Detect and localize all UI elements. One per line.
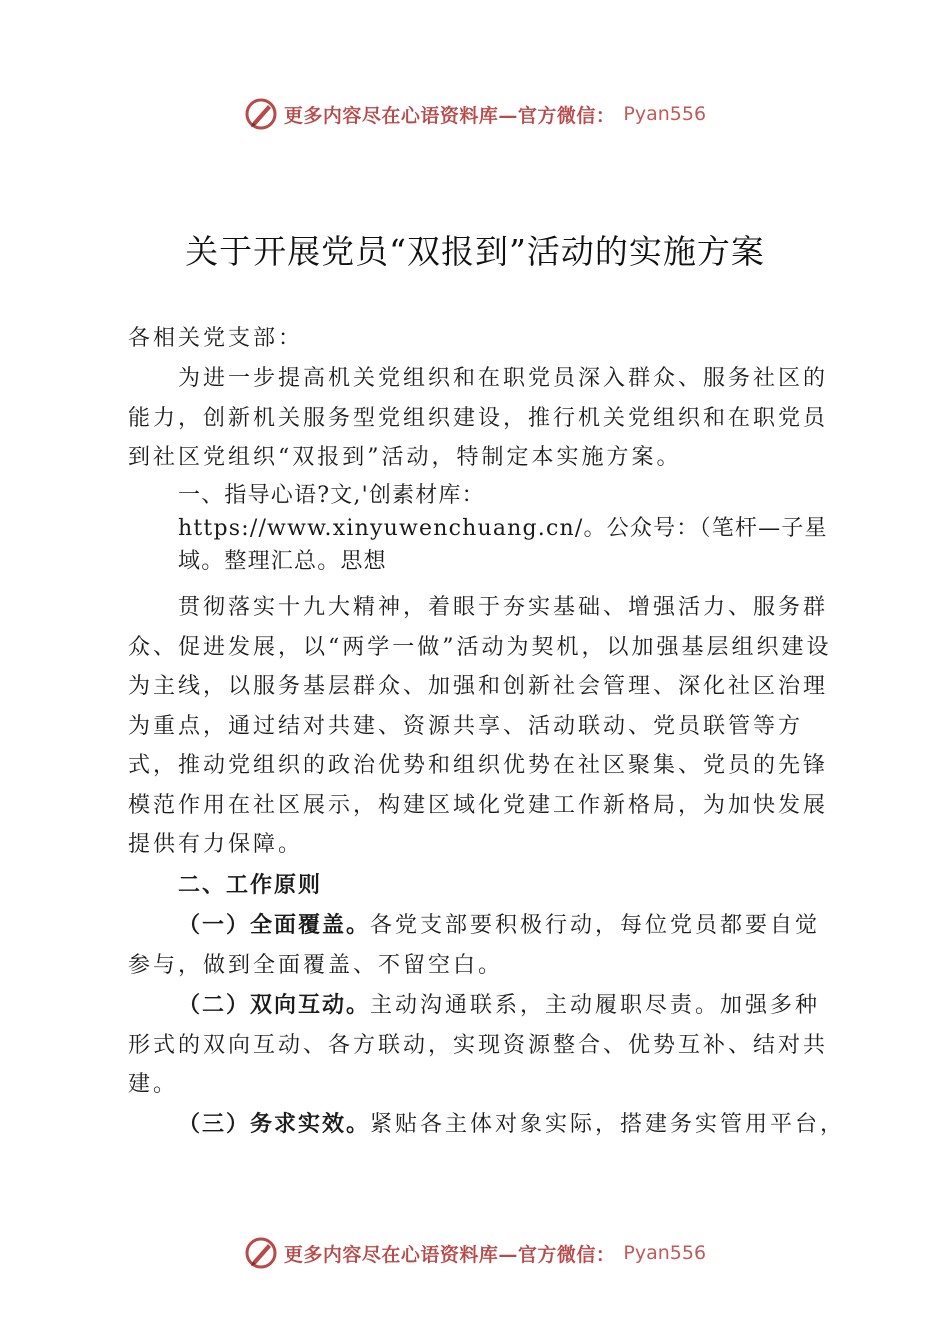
principle-lead: （三）务求实效。 bbox=[178, 1112, 371, 1137]
watermark-wechat-id: Pyan556 bbox=[623, 103, 707, 125]
pen-logo-icon bbox=[244, 1236, 278, 1270]
watermark-wechat-id: Pyan556 bbox=[623, 1242, 707, 1264]
principle-item bbox=[128, 986, 834, 1105]
document-title: 关于开展党员“双报到”活动的实施方案 bbox=[185, 232, 765, 271]
principle-item bbox=[128, 1105, 846, 1145]
principle-item bbox=[128, 906, 834, 985]
principle-text: 紧贴各主体对象实际，搭建务实管用平台， bbox=[370, 1112, 846, 1137]
principle-text: 主动沟通联系，主动履职尽责。加强多种形式的双向互动、各方联动，实现资源整合、优势互补、结对共建。 bbox=[128, 993, 829, 1097]
header-watermark bbox=[0, 94, 950, 134]
section1-heading: 一、指导心语?文,'创素材库：https://www.xinyuwenchuang.cn/。公众号：（笔杆—子星域。整理汇总。思想 bbox=[178, 483, 828, 574]
salutation: 各相关党支部： bbox=[128, 326, 304, 351]
footer-watermark bbox=[0, 1233, 950, 1273]
principle-lead: （一）全面覆盖。 bbox=[178, 913, 371, 938]
watermark-text: 更多内容尽在心语资料库—官方微信： bbox=[283, 104, 616, 127]
watermark-text: 更多内容尽在心语资料库—官方微信： bbox=[283, 1243, 616, 1266]
principle-text: 各党支部要积极行动，每位党员都要自觉参与，做到全面覆盖、不留空白。 bbox=[128, 913, 821, 978]
intro-paragraph: 为进一步提高机关党组织和在职党员深入群众、服务社区的能力，创新机关服务型党组织建设，推行机关党组织和在职党员到社区党组织“双报到”活动，特制定本实施方案。 bbox=[128, 366, 829, 470]
section1-body: 贯彻落实十九大精神，着眼于夯实基础、增强活力、服务群众、促进发展，以“两学一做”活动为契机，以加强基层组织建设为主线，以服务基层群众、加强和创新社会管理、深化社区治理为重点，通过结对共建、资源共享、活动联动、党员联管等方式，推动党组织的政治优势和组织优势在社区聚集、党员的先锋模范作用在社区展示，构建区域化党建工作新格局，为加快发展提供有力保障。 bbox=[128, 595, 832, 857]
pen-logo-icon bbox=[244, 97, 278, 131]
principle-lead: （二）双向互动。 bbox=[178, 993, 371, 1018]
section2-heading: 二、工作原则 bbox=[178, 873, 323, 898]
